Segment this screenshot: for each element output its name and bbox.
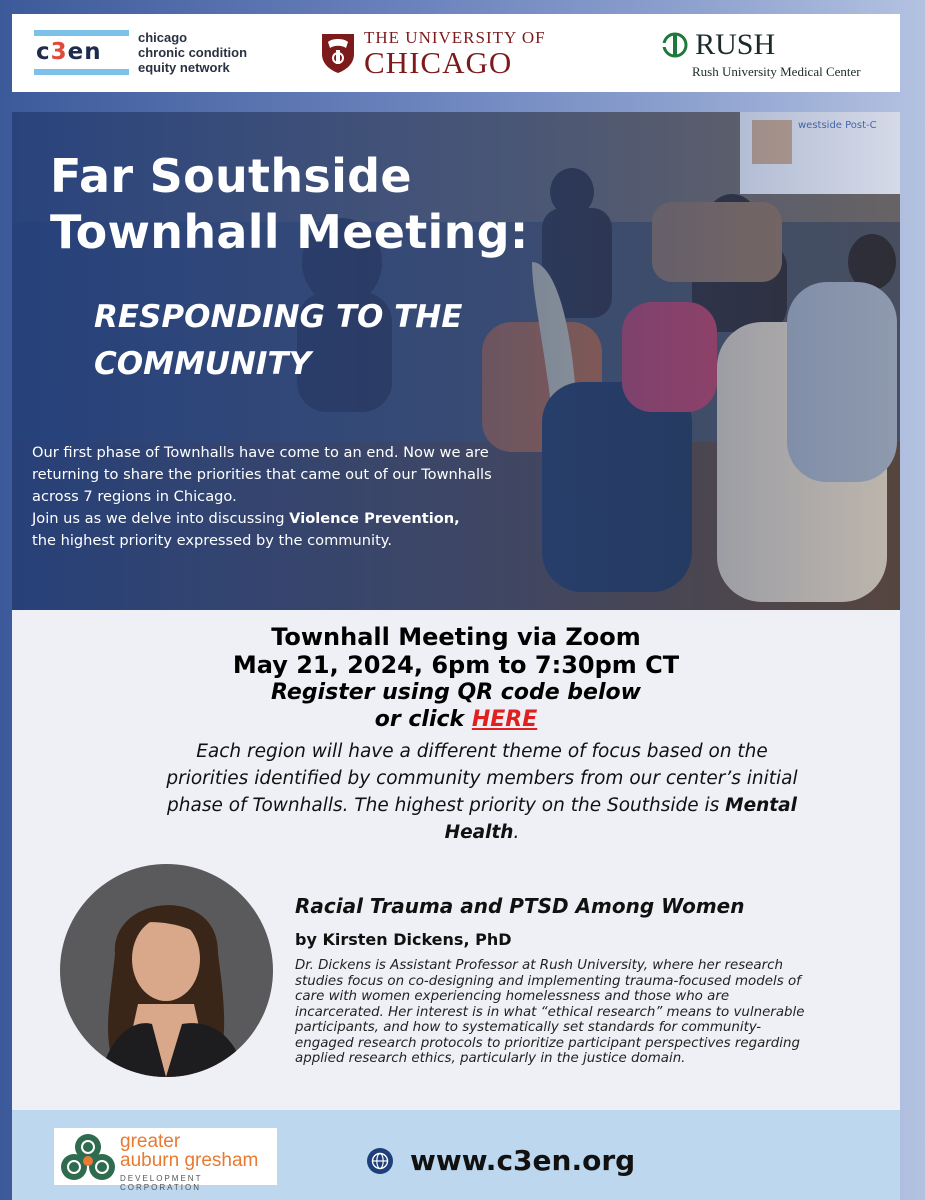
- event-description: Each region will have a different theme of focus based on the priorities identified by community members from our center’s initial phase of Townhalls. The highest priority on the Southside is Mental Health.: [166, 741, 798, 843]
- rush-subtitle: Rush University Medical Center: [692, 64, 861, 79]
- rush-logo: [662, 28, 861, 80]
- violence-prevention-highlight: Violence Prevention,: [289, 510, 460, 527]
- c3en-logo: c3en: [34, 30, 129, 75]
- event-datetime: May 21, 2024, 6pm to 7:30pm CT: [232, 651, 680, 679]
- c3en-name: [138, 30, 247, 75]
- rush-name: RUSH: [695, 28, 776, 61]
- hero-description: Our first phase of Townhalls have come to an end. Now we are returning to share the priorities that came out of our Townhalls across 7 regions in Chicago. Join us as we delve into discussing Violence Prevention, the highest priority expressed by the community.: [32, 444, 492, 549]
- talk-speaker: by Kirsten Dickens, PhD: [295, 930, 512, 949]
- globe-icon: [367, 1148, 393, 1174]
- gagdc-logo: [54, 1128, 277, 1192]
- gagdc-logo-icon: [59, 1131, 117, 1183]
- gagdc-line-3: DEVELOPMENT CORPORATION: [120, 1174, 203, 1192]
- uchicago-wordmark: THE UNIVERSITY OF CHICAGO: [364, 28, 546, 80]
- rush-logo-icon: [662, 32, 688, 58]
- event-section: [12, 610, 900, 1110]
- speaker-bio: Dr. Dickens is Assistant Professor at Rush University, where her research studies focus on co-designing and implementing trauma-focused models of care with women experiencing homelessness and those who are incarcerated. Her interest is in what “ethical research” means to vulnerable participants, and how to systematically set standards for community-engaged research protocols to prioritize participant perspectives regarding applied research ethics, particularly in the justice domain.: [295, 958, 805, 1066]
- mental-health-highlight: Mental Health: [444, 795, 797, 843]
- c3en-name-line-2: chronic condition: [138, 45, 248, 60]
- c3en-name-line-1: chicago: [138, 30, 188, 45]
- hero-section: [12, 112, 900, 610]
- footer: [12, 1110, 900, 1200]
- logo-strip: [12, 14, 900, 92]
- register-instruction: Register using QR code below: [271, 680, 641, 705]
- register-here-link[interactable]: HERE: [471, 707, 538, 732]
- register-link-line: or click HERE: [374, 707, 538, 732]
- c3en-name-line-3: equity network: [138, 60, 230, 75]
- event-title: Townhall Meeting via Zoom: [271, 623, 641, 651]
- gagdc-line-2: auburn gresham: [120, 1150, 259, 1171]
- hero-subtitle: RESPONDING TO THE COMMUNITY: [94, 299, 463, 382]
- gagdc-line-1: greater: [120, 1131, 181, 1152]
- talk-title: Racial Trauma and PTSD Among Women: [295, 894, 745, 918]
- speaker-portrait: [60, 864, 273, 1077]
- website-link[interactable]: www.c3en.org: [410, 1144, 636, 1177]
- uchicago-shield-icon: [320, 32, 356, 74]
- hero-title: Far Southside Townhall Meeting:: [50, 149, 529, 259]
